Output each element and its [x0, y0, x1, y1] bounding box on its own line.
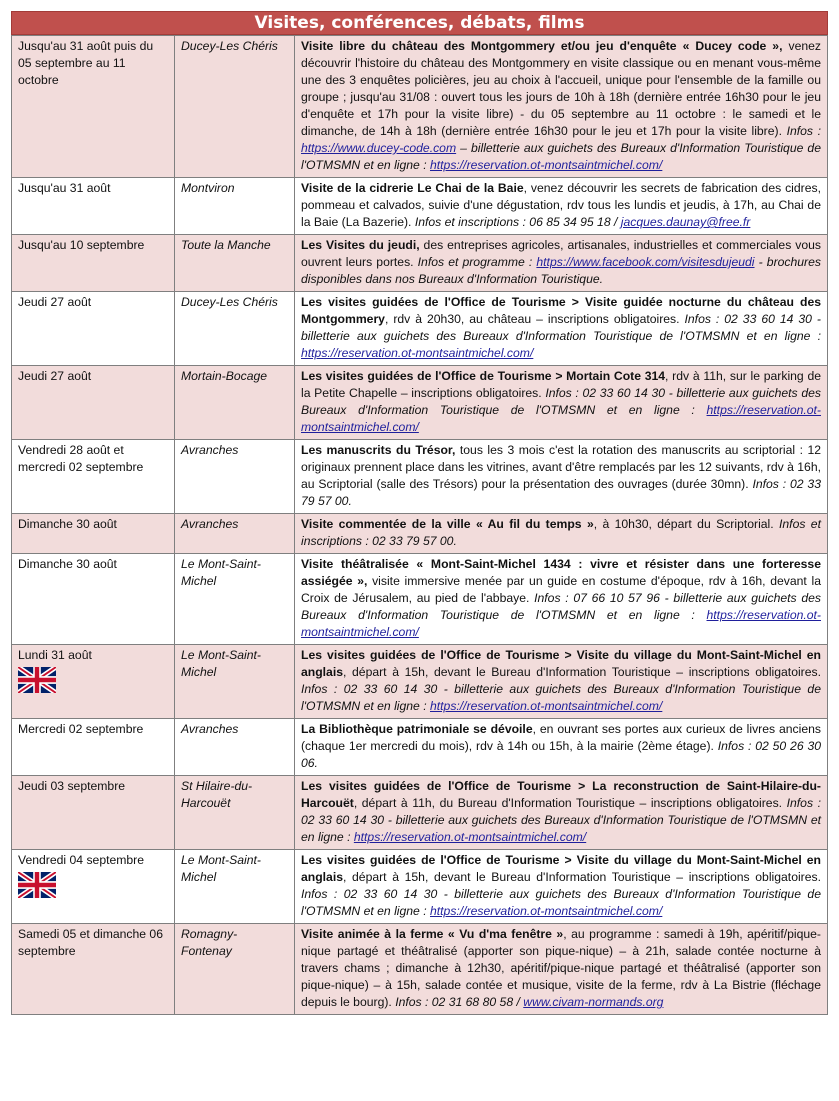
- event-description: [295, 366, 828, 440]
- event-place: Avranches: [175, 514, 295, 554]
- event-place: Le Mont-Saint-Michel: [175, 850, 295, 924]
- event-date: [12, 719, 175, 776]
- event-date-text: Vendredi 04 septembre: [18, 853, 145, 867]
- uk-flag-icon: [18, 872, 56, 898]
- event-date-text: Jeudi 27 août: [18, 295, 92, 309]
- table-row: [12, 366, 828, 440]
- event-place: Ducey-Les Chéris: [175, 292, 295, 366]
- event-info: Infos et inscriptions : 02 33 79 57 00.: [301, 517, 821, 548]
- events-table-body: [12, 36, 828, 1015]
- event-description: [295, 36, 828, 178]
- event-info: Infos :: [786, 124, 821, 138]
- event-link[interactable]: jacques.daunay@free.fr: [620, 215, 751, 229]
- event-date: [12, 776, 175, 850]
- event-place: Le Mont-Saint-Michel: [175, 645, 295, 719]
- event-description: [295, 292, 828, 366]
- event-date-text: Lundi 31 août: [18, 648, 92, 662]
- event-info: - brochures disponibles dans nos Bureaux d'Information Touristique.: [301, 255, 821, 286]
- event-date: [12, 514, 175, 554]
- event-title: La Bibliothèque patrimoniale se dévoile: [301, 722, 533, 736]
- event-link[interactable]: https://reservation.ot-montsaintmichel.com/: [301, 403, 821, 434]
- table-row: [12, 178, 828, 235]
- event-link[interactable]: https://reservation.ot-montsaintmichel.com/: [301, 608, 821, 639]
- event-info: Infos : 02 50 26 30 06.: [301, 739, 821, 770]
- event-link[interactable]: https://reservation.ot-montsaintmichel.com/: [301, 346, 534, 360]
- table-row: [12, 440, 828, 514]
- event-date-text: Jusqu'au 10 septembre: [18, 238, 145, 252]
- event-info: Infos : 02 33 60 14 30 - billetterie aux guichets des Bureaux d'Information Touristique de l'OTMSMN et en ligne :: [301, 796, 821, 844]
- event-info: Infos : 02 33 60 14 30 - billetterie aux guichets des Bureaux d'Information Touristique de l'OTMSMN et en ligne :: [301, 682, 821, 713]
- event-text: , au programme : samedi à 19h, apéritif/pique-nique partagé et théâtralisé (apporter son pique-nique) – à 21h, salade contée nocturne à travers chams ; dimanche à 12h30, apéritif/pique-nique partagé et théâtralisé (apporter son pique-nique) – à 15h, salade contée et musique, visite de la ferme, rdv à La Bistrie (fléchage depuis le bourg).: [301, 927, 821, 1009]
- event-date: [12, 292, 175, 366]
- event-text: , départ à 15h, devant le Bureau d'Information Touristique – inscriptions obligatoires.: [343, 870, 821, 884]
- table-row: [12, 554, 828, 645]
- event-text: venez découvrir l'histoire du château des Montgommery en visite classique ou en menant vous-même une des 3 enquêtes policières, jeu au choix à l'accueil, unique pour l'ensemble de la famille ou groupe ; jusqu'au 31/08 : ouvert tous les jours de 10h à 18h (dernière entrée 16h30 pour le jeu d'enquête et 17h pour la visite libre) - du 05 septembre au 11 octobre : le samedi et le dimanche, de 14h à 18h (dernière entrée 16h30 pour le jeu et 17h pour la visite libre).: [301, 39, 821, 138]
- event-link[interactable]: https://reservation.ot-montsaintmichel.com/: [429, 158, 663, 172]
- event-date-text: Jusqu'au 31 août: [18, 181, 111, 195]
- event-title: Visite animée à la ferme « Vu d'ma fenêtre »: [301, 927, 564, 941]
- event-description: [295, 440, 828, 514]
- event-date: [12, 366, 175, 440]
- event-date: [12, 178, 175, 235]
- event-title: Les manuscrits du Trésor,: [301, 443, 456, 457]
- event-text: , à 10h30, départ du Scriptorial.: [593, 517, 780, 531]
- event-text: , en ouvrant ses portes aux curieux de livres anciens (chaque 1er mercredi du mois), rdv à 14h ou 15h, à la mairie (2ème étage).: [301, 722, 821, 753]
- event-info: Infos et inscriptions : 06 85 34 95 18 /: [414, 215, 621, 229]
- event-title: Les visites guidées de l'Office de Tourisme > Visite du village du Mont-Saint-Michel en anglais: [301, 853, 821, 884]
- table-row: [12, 292, 828, 366]
- table-row: [12, 514, 828, 554]
- event-text: tous les 3 mois c'est la rotation des manuscrits au scriptorial : 12 originaux prennent place dans les vitrines, avant d'être remplacés par les 12 suivants, rdv à 16h, au Scriptorial (salle des Trésors) pour la présentation des ouvrages (durée 30mn).: [301, 443, 822, 491]
- event-place: St Hilaire-du-Harcouët: [175, 776, 295, 850]
- event-link[interactable]: www.civam-normands.org: [523, 995, 664, 1009]
- event-place: Montviron: [175, 178, 295, 235]
- event-info: Infos : 02 33 60 14 30 - billetterie aux guichets des Bureaux d'Information Touristique de l'OTMSMN et en ligne :: [301, 312, 821, 343]
- event-date-text: Mercredi 02 septembre: [18, 722, 144, 736]
- event-text: , rdv à 20h30, au château – inscriptions obligatoires.: [384, 312, 685, 326]
- event-link[interactable]: https://reservation.ot-montsaintmichel.com/: [429, 699, 663, 713]
- event-description: [295, 514, 828, 554]
- event-link[interactable]: https://reservation.ot-montsaintmichel.com/: [429, 904, 663, 918]
- event-place: Avranches: [175, 440, 295, 514]
- table-row: [12, 924, 828, 1015]
- event-info: Infos : 07 66 10 57 96 - billetterie aux guichets des Bureaux d'Information Touristique de l'OTMSMN et en ligne :: [301, 591, 821, 622]
- table-row: [12, 645, 828, 719]
- event-place: Romagny-Fontenay: [175, 924, 295, 1015]
- event-date-text: Vendredi 28 août et mercredi 02 septembre: [18, 443, 144, 474]
- event-place: Toute la Manche: [175, 235, 295, 292]
- event-description: [295, 719, 828, 776]
- uk-flag-icon: [18, 667, 56, 693]
- event-date: [12, 440, 175, 514]
- event-date-text: Samedi 05 et dimanche 06 septembre: [18, 927, 163, 958]
- event-place: Ducey-Les Chéris: [175, 36, 295, 178]
- event-text: visite immersive menée par un guide en costume d'époque, rdv à 16h, devant la Croix de Jérusalem, au pied de l'abbaye.: [301, 574, 821, 605]
- event-title: Les visites guidées de l'Office de Tourisme > Mortain Cote 314: [301, 369, 666, 383]
- table-row: [12, 36, 828, 178]
- event-place: Le Mont-Saint-Michel: [175, 554, 295, 645]
- event-date-text: Jusqu'au 31 août puis du 05 septembre au 11 octobre: [18, 39, 154, 87]
- event-info: Infos : 02 33 79 57 00.: [301, 477, 821, 508]
- event-text: , départ à 15h, devant le Bureau d'Information Touristique – inscriptions obligatoires.: [343, 665, 821, 679]
- event-date-text: Dimanche 30 août: [18, 517, 117, 531]
- event-date: [12, 554, 175, 645]
- event-title: Visite libre du château des Montgommery et/ou jeu d'enquête « Ducey code »,: [301, 39, 789, 53]
- event-description: [295, 178, 828, 235]
- event-date: [12, 850, 175, 924]
- event-title: Visite de la cidrerie Le Chai de la Baie: [301, 181, 524, 195]
- event-title: Visite commentée de la ville « Au fil du temps »: [301, 517, 594, 531]
- event-title: Les visites guidées de l'Office de Tourisme > La reconstruction de Saint-Hilaire-du-Harcouët: [301, 779, 821, 810]
- event-date: [12, 36, 175, 178]
- event-description: [295, 235, 828, 292]
- event-description: [295, 850, 828, 924]
- table-row: [12, 850, 828, 924]
- event-description: [295, 924, 828, 1015]
- event-info: Infos : 02 33 60 14 30 - billetterie aux guichets des Bureaux d'Information Touristique de l'OTMSMN et en ligne :: [301, 386, 821, 417]
- event-text: , rdv à 11h, sur le parking de la Petite Chapelle – inscriptions obligatoires.: [301, 369, 821, 400]
- event-date: [12, 924, 175, 1015]
- event-date-text: Dimanche 30 août: [18, 557, 117, 571]
- event-date: [12, 645, 175, 719]
- event-info: – billetterie aux guichets des Bureaux d'Information Touristique de l'OTMSMN et en ligne :: [301, 141, 821, 172]
- event-place: Mortain-Bocage: [175, 366, 295, 440]
- table-row: [12, 235, 828, 292]
- event-date-text: Jeudi 27 août: [18, 369, 92, 383]
- section-title: Visites, conférences, débats, films: [11, 11, 828, 35]
- event-info: Infos et programme :: [417, 255, 537, 269]
- event-info: Infos : 02 33 60 14 30 - billetterie aux guichets des Bureaux d'Information Touristique de l'OTMSMN et en ligne :: [301, 887, 821, 918]
- event-link[interactable]: https://reservation.ot-montsaintmichel.com/: [353, 830, 587, 844]
- event-text: , départ à 11h, du Bureau d'Information Touristique – inscriptions obligatoires.: [353, 796, 787, 810]
- event-date-text: Jeudi 03 septembre: [18, 779, 126, 793]
- event-title: Les visites guidées de l'Office de Tourisme > Visite guidée nocturne du château des Montgommery: [301, 295, 821, 326]
- event-description: [295, 645, 828, 719]
- events-table-container: [11, 11, 828, 1015]
- event-description: [295, 776, 828, 850]
- event-title: Les visites guidées de l'Office de Tourisme > Visite du village du Mont-Saint-Michel en anglais: [301, 648, 821, 679]
- event-title: Visite théâtralisée « Mont-Saint-Michel 1434 : vivre et résister dans une forteresse assiégée »,: [301, 557, 821, 588]
- event-link[interactable]: https://www.ducey-code.com: [301, 141, 457, 155]
- event-link[interactable]: https://www.facebook.com/visitesdujeudi: [536, 255, 755, 269]
- event-title: Les Visites du jeudi,: [301, 238, 420, 252]
- event-text: , venez découvrir les secrets de fabrication des cidres, pommeau et calvados, suivie d'une dégustation, rdv tous les lundis et jeudis, à 17h, au Chai de la Baie (La Bazerie).: [301, 181, 821, 229]
- event-text: des entreprises agricoles, artisanales, industrielles et commerciales vous ouvrent leurs portes.: [301, 238, 821, 269]
- event-info: Infos : 02 31 68 80 58 /: [395, 995, 524, 1009]
- table-row: [12, 776, 828, 850]
- table-row: [12, 719, 828, 776]
- event-description: [295, 554, 828, 645]
- event-date: [12, 235, 175, 292]
- event-place: Avranches: [175, 719, 295, 776]
- events-table: [11, 35, 828, 1015]
